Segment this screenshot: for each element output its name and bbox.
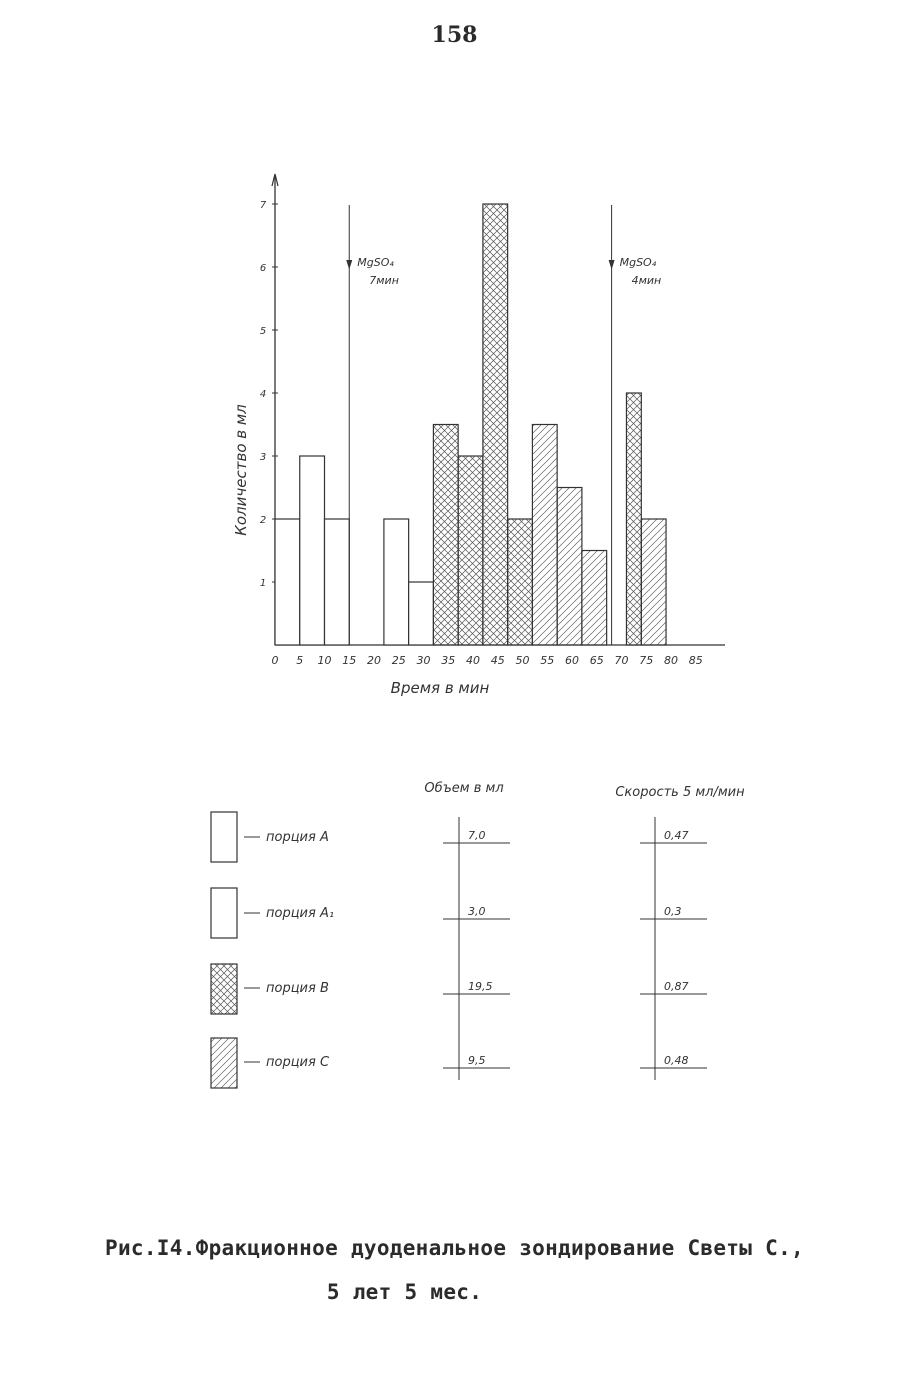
x-tick-label: 30 (416, 654, 431, 667)
x-tick-label: 40 (466, 654, 480, 667)
legend-label: порция С (266, 1055, 330, 1070)
bar-portion-b (508, 519, 533, 645)
y-tick-label: 7 (259, 200, 267, 211)
x-tick-label: 0 (271, 654, 279, 667)
x-tick-label: 75 (639, 654, 654, 667)
bar-portion-c (641, 519, 666, 645)
legend-rate-value: 0,87 (664, 980, 689, 993)
bars (275, 204, 666, 645)
bar-portion-a (325, 519, 350, 645)
legend-volume-header: Объем в мл (424, 781, 504, 796)
bar-portion-c (557, 488, 582, 646)
bar-portion-a (300, 456, 325, 645)
arrow-down-icon (609, 260, 614, 268)
x-tick-label: 80 (664, 654, 678, 667)
x-tick-label: 25 (391, 654, 406, 667)
legend-rate-header: Скорость 5 мл/мин (615, 785, 745, 800)
legend-swatch-c (211, 1038, 237, 1088)
bar-portion-a1 (409, 582, 434, 645)
injection-label: MgSO₄ (357, 256, 394, 269)
legend-swatch-a1 (211, 888, 237, 938)
legend-volume-value: 3,0 (468, 905, 486, 918)
legend (211, 781, 745, 1088)
x-axis-label: Время в мин (390, 679, 490, 697)
injection-duration: 4мин (631, 274, 662, 287)
y-tick-label: 4 (259, 389, 267, 400)
y-tick-label: 2 (259, 515, 267, 526)
x-tick-label: 20 (367, 654, 381, 667)
y-tick-label: 5 (259, 326, 267, 337)
bar-portion-a1 (384, 519, 409, 645)
page-number: 158 (431, 22, 478, 48)
y-axis-label: Количество в мл (232, 404, 250, 536)
legend-label: порция А (266, 830, 329, 845)
legend-swatch-b (211, 964, 237, 1014)
x-tick-label: 65 (589, 654, 604, 667)
legend-swatch-a (211, 812, 237, 862)
legend-label: порция В (266, 981, 329, 996)
bar-portion-b (483, 204, 508, 645)
y-tick-label: 3 (259, 452, 267, 463)
figure-caption-subline: 5 лет 5 мес. (326, 1280, 483, 1304)
legend-volume-value: 9,5 (468, 1054, 486, 1067)
bar-portion-a (275, 519, 300, 645)
legend-rate-value: 0,48 (664, 1054, 689, 1067)
legend-volume-value: 19,5 (468, 980, 493, 993)
x-tick-label: 5 (296, 654, 304, 667)
bar-portion-b (458, 456, 483, 645)
bar-portion-b (626, 393, 641, 645)
bar-portion-b (433, 425, 458, 646)
arrow-down-icon (347, 260, 352, 268)
x-tick-label: 35 (441, 654, 456, 667)
x-tick-label: 60 (565, 654, 579, 667)
bar-portion-c (532, 425, 557, 646)
legend-label: порция А₁ (266, 906, 335, 921)
x-tick-label: 55 (540, 654, 555, 667)
legend-volume-value: 7,0 (468, 829, 486, 842)
bar-portion-c (582, 551, 607, 646)
y-tick-label: 1 (259, 578, 267, 589)
x-tick-label: 70 (614, 654, 629, 667)
x-tick-label: 45 (490, 654, 505, 667)
x-tick-label: 85 (688, 654, 703, 667)
y-tick-label: 6 (259, 263, 267, 274)
x-tick-label: 15 (342, 654, 357, 667)
legend-rate-value: 0,47 (664, 829, 689, 842)
legend-rate-value: 0,3 (664, 905, 682, 918)
x-tick-label: 50 (515, 654, 530, 667)
injection-duration: 7мин (369, 274, 399, 287)
injection-label: MgSO₄ (619, 256, 657, 269)
figure-caption: Рис.I4.Фракционное дуоденальное зондирование Светы С., (105, 1236, 804, 1260)
x-tick-label: 10 (317, 654, 332, 667)
